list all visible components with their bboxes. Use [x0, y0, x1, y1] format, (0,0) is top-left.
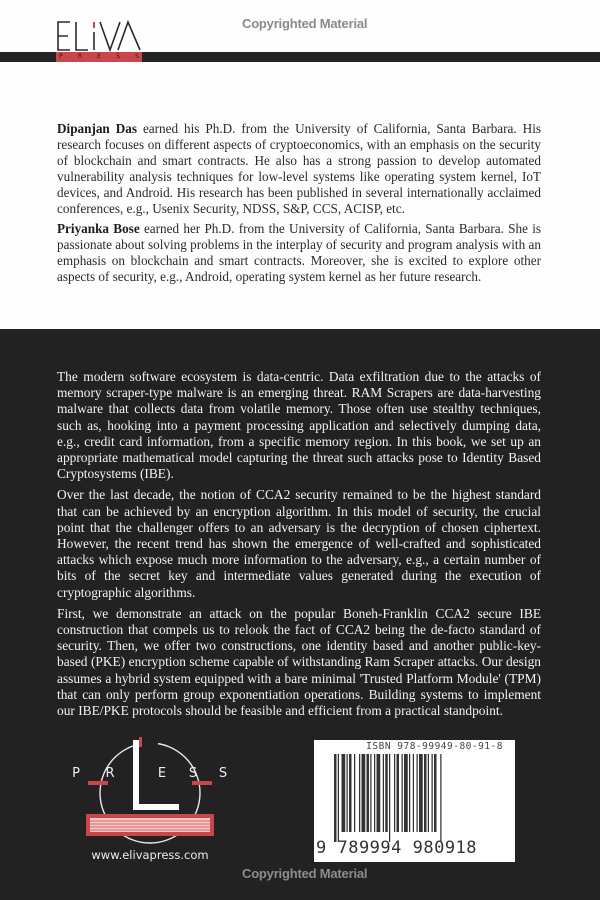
barcode-digits: 9 789994 980918 — [316, 838, 478, 858]
barcode-bar — [385, 754, 388, 832]
barcode-bar — [428, 754, 429, 832]
eliva-logo — [56, 20, 142, 52]
author-name: Priyanka Bose — [57, 221, 140, 236]
barcode-bar — [354, 754, 355, 832]
barcode-bar — [402, 754, 403, 832]
barcode-bar — [404, 754, 408, 832]
barcode-bar — [367, 754, 370, 832]
ribbon-letter: R — [77, 53, 82, 60]
book-description — [57, 369, 541, 724]
barcode-bar — [419, 754, 423, 832]
isbn-barcode — [314, 740, 515, 862]
description-paragraph: The modern software ecosystem is data-centric. Data exfiltration due to the attacks of memory scraper-type malware is an emerging threat. RAM Scrapers are data-harvesting malware that collects data from volatile memory. Those often use stealthy techniques, such as, hooking into a payment processing application and selectively dumping data, e.g., credit card information, from a specific memory region. In this book, we set up an appropriate mathematical model capturing the threat such attacks pose to Identity Based Cryptosystems (IBE). — [57, 369, 541, 482]
barcode-bar — [424, 754, 427, 832]
isbn-label: ISBN 978-99949-80-91-8 — [366, 741, 503, 752]
barcode-bar — [359, 754, 360, 832]
ribbon-letter: S — [116, 53, 120, 60]
press-letter: R — [105, 766, 115, 781]
barcode-bar — [370, 754, 371, 832]
author-bio — [57, 221, 541, 285]
press-letter: E — [157, 766, 167, 781]
barcode-bar — [440, 754, 441, 842]
ribbon-letter: P — [59, 53, 63, 60]
description-paragraph: Over the last decade, the notion of CCA2 security remained to be the highest standard that can be achieved by an encryption algorithm. In this model of security, the crucial point that the challenger offers to an adversary is the decryption of chosen ciphertext. However, the recent trend has shown the emergence of well-crafted and sophisticated attacks which expose much more information to the adversary, e.g., a certain number of bits of the secret key and intermediate values generated during the execution of cryptographic algorithms. — [57, 487, 541, 600]
barcode-bar — [338, 754, 339, 842]
barcode-bar — [397, 754, 400, 832]
barcode-bar — [374, 754, 375, 832]
barcode-bar — [432, 754, 433, 832]
barcode-bar — [383, 754, 384, 832]
barcode-bar — [394, 754, 395, 832]
press-letter: S — [188, 766, 198, 781]
press-letter: P — [72, 766, 80, 781]
press-logo — [70, 735, 230, 865]
author-bio-text: earned his Ph.D. from the University of California, Santa Barbara. His research focuses on different aspects of cryptoeconomics, with an emphasis on the security of blockchain and smart contracts. He also has a strong passion to develop automated vulnerability analysis techniques for low-level systems like operating system kernel, IoT devices, and Android. His research has been published in several internationally acclaimed conferences, e.g., Usenix Security, NDSS, S&P, CCS, ACISP, etc. — [57, 121, 541, 216]
press-logo-book — [86, 814, 214, 836]
barcode-bar — [334, 754, 337, 842]
barcode-bar — [349, 754, 352, 832]
barcode-bar — [347, 754, 348, 832]
copyright-watermark-top: Copyrighted Material — [242, 16, 368, 31]
publisher-url[interactable]: www.elivapress.com — [91, 848, 209, 862]
barcode-bar — [434, 754, 437, 832]
barcode-bar — [413, 754, 414, 832]
barcode-bar — [362, 754, 366, 832]
author-name: Dipanjan Das — [57, 121, 137, 136]
author-bio — [57, 121, 541, 217]
description-paragraph: First, we demonstrate an attack on the popular Boneh-Franklin CCA2 secure IBE construction that compels us to relook the fact of CCA2 being the de-facto standard of security. Then, we offer two constructions, one identity based and another public-key-based (PKE) encryption scheme capable of withstanding Ram Scraper attacks. Our design assumes a hybrid system equipped with a bare minimal 'Trusted Platform Module' (TPM) that can only perform group exponentiation operations. Building systems to implement our IBE/PKE protocols should be feasible and efficient from a practical standpoint. — [57, 605, 541, 719]
press-letter: S — [218, 766, 228, 781]
barcode-bar — [389, 754, 390, 842]
copyright-watermark-bottom: Copyrighted Material — [242, 866, 368, 881]
barcode-bar — [417, 754, 418, 832]
barcode-bar — [342, 754, 346, 832]
barcode-bar — [377, 754, 381, 832]
barcode-bar — [409, 754, 410, 832]
ribbon-letter: S — [135, 53, 139, 60]
eliva-press-ribbon — [56, 52, 142, 62]
author-bios — [57, 121, 541, 289]
ribbon-letter: E — [97, 53, 101, 60]
author-bio-text: earned her Ph.D. from the University of California, Santa Barbara. She is passionate about solving problems in the interplay of security and program analysis with an emphasis on blockchain and smart contracts. Moreover, she is excited to explore other aspects of security, e.g., Android, operating system kernel as her future research. — [57, 221, 541, 284]
